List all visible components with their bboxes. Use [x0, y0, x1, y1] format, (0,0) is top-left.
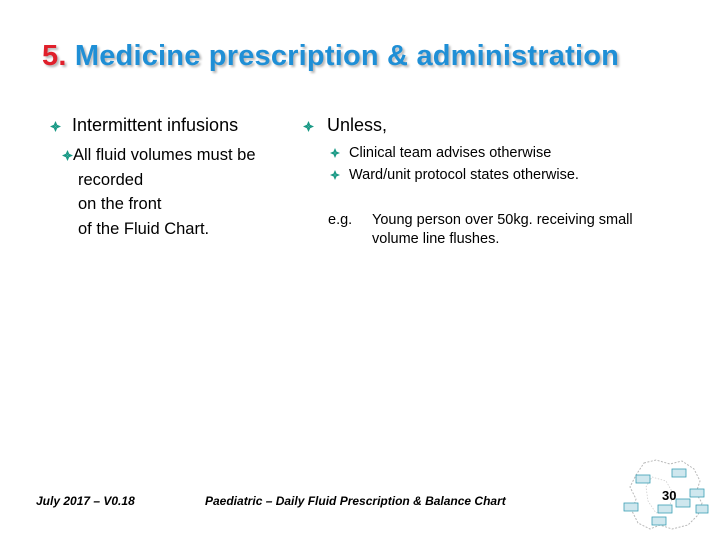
- title-text: Medicine prescription & administration: [74, 40, 620, 72]
- left-subitem-line-2: recorded: [78, 170, 144, 189]
- left-subitem-line-4: of the Fluid Chart.: [78, 219, 210, 238]
- left-heading-label: Intermittent infusions: [72, 115, 239, 135]
- left-heading: [50, 115, 238, 136]
- right-subitem: [330, 142, 579, 164]
- right-heading: [303, 115, 387, 136]
- right-subitem-label: Ward/unit protocol states otherwise.: [349, 167, 579, 183]
- title-number: 5.: [42, 40, 67, 72]
- example-lead: e.g.: [328, 212, 353, 228]
- diamond-bullet-icon: [303, 121, 314, 132]
- left-subitem-first: [62, 143, 256, 168]
- page-number: 30: [662, 488, 677, 503]
- footer-date-version: July 2017 – V0.18: [36, 494, 135, 508]
- diamond-bullet-icon: [50, 121, 61, 132]
- right-subitem: [330, 164, 579, 186]
- left-subitems: [62, 143, 256, 241]
- left-subitem-line-3: on the front: [78, 195, 162, 213]
- diamond-bullet-icon: [62, 150, 73, 161]
- right-subitems: [330, 142, 579, 186]
- example-text: Young person over 50kg. receiving small volume line flushes.: [372, 212, 633, 247]
- right-heading-label: Unless,: [327, 115, 388, 135]
- slide-title: [42, 40, 619, 73]
- diamond-bullet-icon: [330, 170, 341, 181]
- diamond-bullet-icon: [330, 148, 341, 159]
- right-subitem-label: Clinical team advises otherwise: [349, 145, 552, 161]
- left-subitem-line-1: All fluid volumes must be: [73, 146, 256, 164]
- footer-document-title: Paediatric – Daily Fluid Prescription & Balance Chart: [205, 494, 506, 508]
